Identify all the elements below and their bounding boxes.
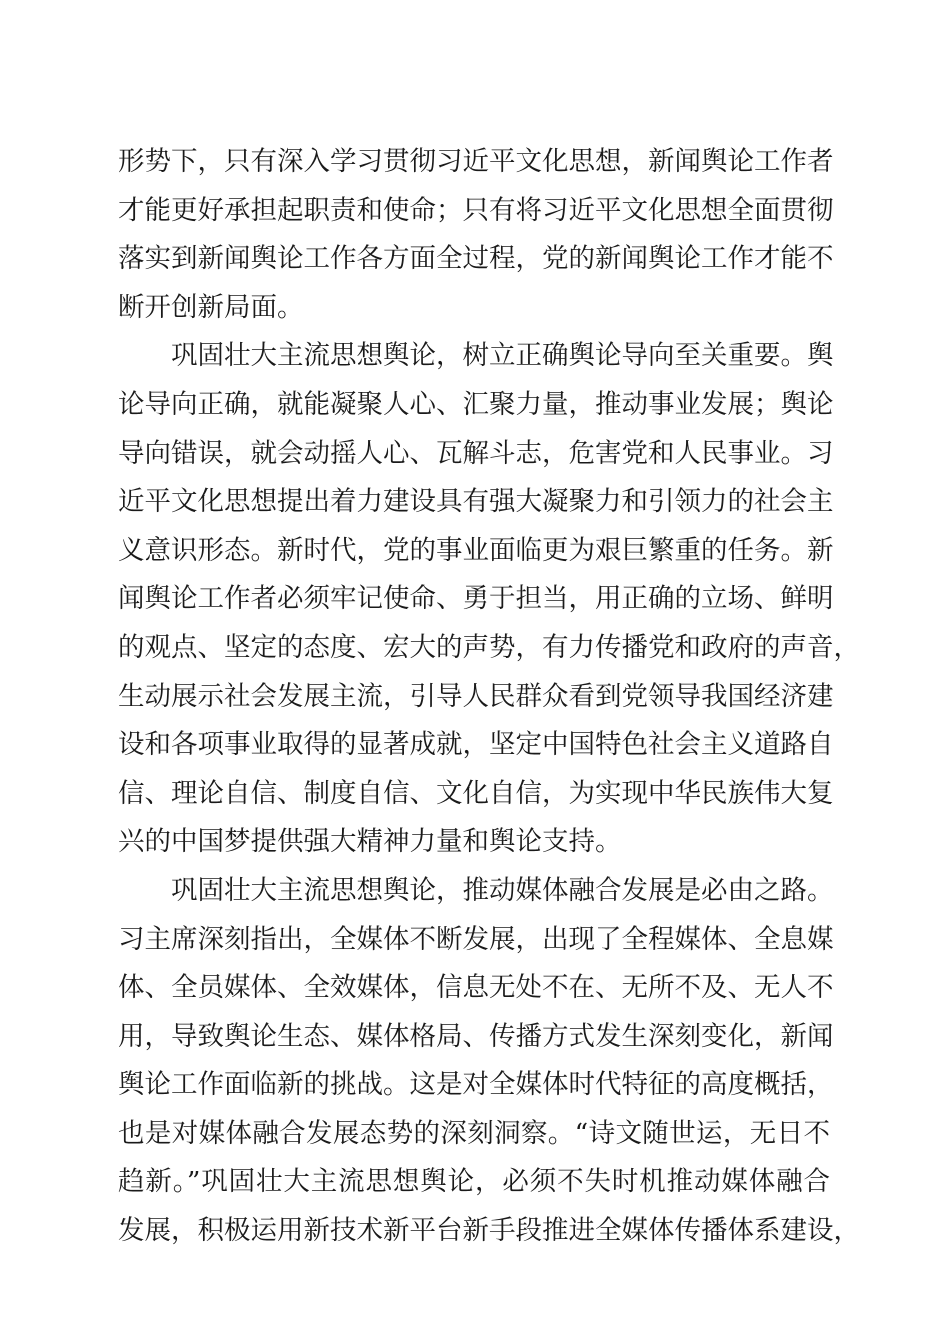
text-line: 巩固壮大主流思想舆论，推动媒体融合发展是必由之路。 — [171, 874, 834, 906]
text-line: 义意识形态。新时代，党的事业面临更为艰巨繁重的任务。新 — [118, 534, 834, 566]
text-line: 近平文化思想提出着力建设具有强大凝聚力和引领力的社会主 — [118, 486, 834, 518]
text-line: 的观点、坚定的态度、宏大的声势，有力传播党和政府的声音， — [118, 631, 860, 663]
text-line: 形势下，只有深入学习贯彻习近平文化思想，新闻舆论工作者 — [118, 146, 834, 177]
text-line: 体、全员媒体、全效媒体，信息无处不在、无所不及、无人不 — [118, 972, 834, 1004]
text-line: 断开创新局面。 — [118, 291, 304, 323]
text-line: 发展，积极运用新技术新平台新手段推进全媒体传播体系建设， — [118, 1215, 860, 1247]
text-line: 才能更好承担起职责和使命；只有将习近平文化思想全面贯彻 — [118, 194, 834, 226]
text-line: 舆论工作面临新的挑战。这是对全媒体时代特征的高度概括， — [118, 1069, 834, 1101]
text-line: 闻舆论工作者必须牢记使命、勇于担当，用正确的立场、鲜明 — [118, 583, 834, 615]
text-line: 导向错误，就会动摇人心、瓦解斗志，危害党和人民事业。习 — [118, 437, 834, 469]
text-line: 信、理论自信、制度自信、文化自信，为实现中华民族伟大复 — [118, 777, 834, 809]
text-line: 论导向正确，就能凝聚人心、汇聚力量，推动事业发展；舆论 — [118, 388, 834, 420]
paragraph-3 — [118, 867, 860, 1256]
text-line: 兴的中国梦提供强大精神力量和舆论支持。 — [118, 826, 622, 858]
text-line: 用，导致舆论生态、媒体格局、传播方式发生深刻变化，新闻 — [118, 1020, 834, 1052]
paragraph-1 — [118, 138, 834, 332]
text-line: 趋新。”巩固壮大主流思想舆论，必须不失时机推动媒体融合 — [118, 1166, 830, 1198]
body-text — [118, 138, 860, 1256]
text-line: 巩固壮大主流思想舆论，树立正确舆论导向至关重要。舆 — [171, 340, 834, 372]
text-line: 也是对媒体融合发展态势的深刻洞察。“诗文随世运，无日不 — [118, 1117, 830, 1149]
text-line: 落实到新闻舆论工作各方面全过程，党的新闻舆论工作才能不 — [118, 243, 834, 275]
text-line: 习主席深刻指出，全媒体不断发展，出现了全程媒体、全息媒 — [118, 923, 834, 955]
paragraph-2 — [118, 332, 860, 867]
text-line: 设和各项事业取得的显著成就，坚定中国特色社会主义道路自 — [118, 729, 834, 761]
text-line: 生动展示社会发展主流，引导人民群众看到党领导我国经济建 — [118, 680, 834, 712]
